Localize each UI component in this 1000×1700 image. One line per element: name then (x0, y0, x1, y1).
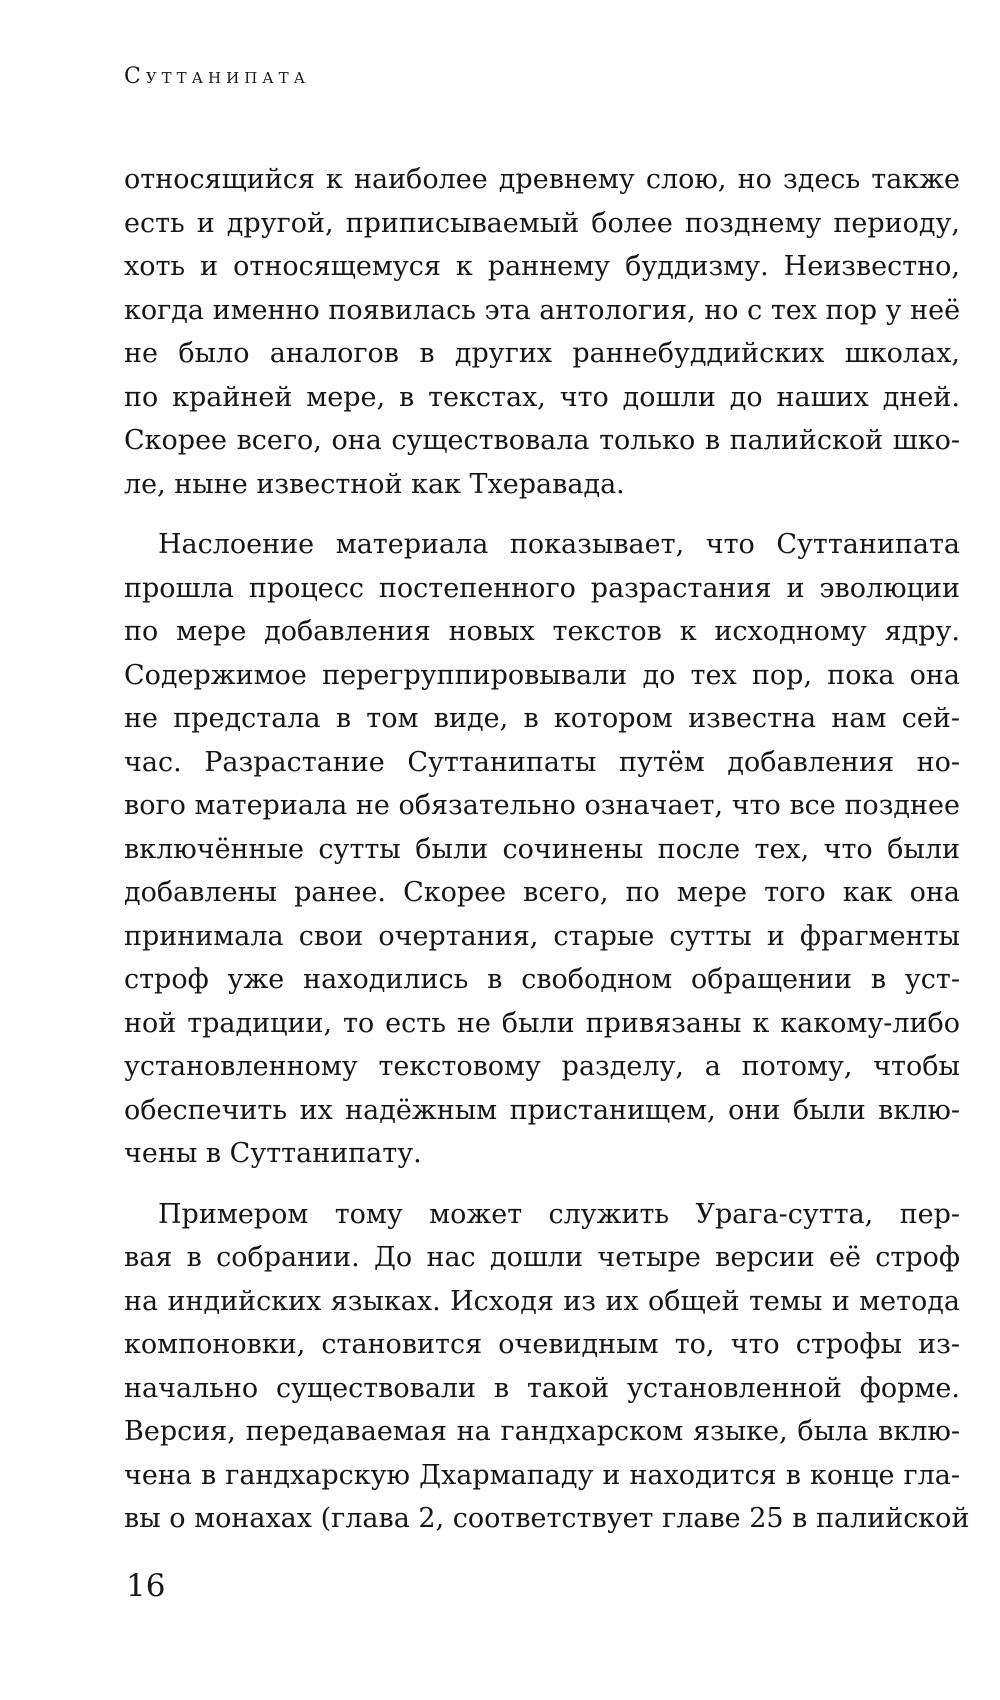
text-line: относящийся к наиболее древнему слою, но здесь также (124, 164, 960, 195)
text-line: не предстала в том виде, в котором известна нам сей- (124, 703, 960, 734)
text-line: есть и другой, приписываемый более позднему периоду, (124, 207, 960, 239)
text-line: Примером тому может служить Урага-сутта, пер- (158, 1198, 960, 1230)
text-line: включённые сутты были сочинены после тех, что были (124, 833, 960, 865)
text-line: начально существовали в такой установленной форме. (124, 1372, 960, 1404)
text-line: принимала свои очертания, старые сутты и фрагменты (124, 920, 960, 952)
paragraph (124, 1193, 970, 1541)
text-line: установленному текстовому разделу, а потому, чтобы (124, 1051, 960, 1082)
running-header: Суттанипата (124, 64, 311, 89)
text-line: час. Разрастание Суттанипаты путём добавления но- (124, 746, 960, 778)
text-line: на индийских языках. Исходя из их общей темы и метода (124, 1285, 960, 1317)
text-line: компоновки, становится очевидным то, что строфы из- (124, 1329, 960, 1360)
text-line: когда именно появилась эта антология, но с тех пор у неё (124, 294, 961, 326)
text-line: хоть и относящемуся к раннему буддизму. Неизвестно, (124, 251, 960, 282)
paragraph (124, 523, 960, 1176)
text-line: Скорее всего, она существовала только в палийской шко- (124, 425, 960, 456)
paragraph-gap (124, 506, 960, 523)
text-line: вого материала не обязательно означает, что все позднее (124, 790, 960, 821)
paragraph-gap (124, 1176, 960, 1193)
text-line: чена в гандхарскую Дхармападу и находится в конце гла- (124, 1459, 960, 1491)
text-line: прошла процесс постепенного разрастания и эволюции (124, 572, 960, 604)
text-line: ле, ныне известной как Тхеравада. (124, 468, 625, 500)
paragraph (124, 158, 960, 506)
text-line: не было аналогов в других раннебуддийских школах, (124, 338, 960, 369)
text-line: по крайней мере, в текстах, что дошли до наших дней. (124, 381, 960, 413)
text-line: по мере добавления новых текстов к исходному ядру. (124, 616, 960, 647)
text-line: Версия, передаваемая на гандхарском языке, была вклю- (124, 1416, 960, 1447)
page-body (124, 158, 970, 1541)
text-line: Содержимое перегруппировывали до тех пор, пока она (124, 659, 960, 691)
text-line: строф уже находились в свободном обращении в уст- (124, 964, 960, 995)
text-line: добавлены ранее. Скорее всего, по мере того как она (124, 877, 960, 908)
text-line: обеспечить их надёжным пристанищем, они были вклю- (124, 1094, 960, 1126)
text-line: Наслоение материала показывает, что Суттанипата (158, 529, 960, 560)
page-number: 16 (126, 1568, 166, 1604)
text-line: чены в Суттанипату. (124, 1138, 422, 1169)
text-line: вы о монахах (глава 2, соответствует главе 25 в палийской (124, 1503, 970, 1534)
text-line: ной традиции, то есть не были привязаны к какому-либо (124, 1007, 960, 1039)
text-line: вая в собрании. До нас дошли четыре версии её строф (124, 1242, 960, 1273)
